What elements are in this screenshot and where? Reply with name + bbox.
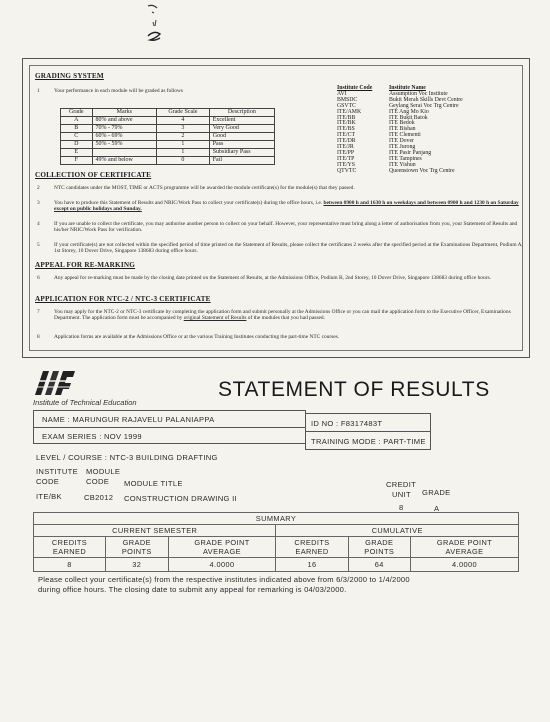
collection-notice-line-1: Please collect your certificate(s) from the respective institutes indicated above from 6/3/2000 to 1/4/2000 [38, 575, 410, 584]
collection-paragraph-4: If you are unable to collect the certificate, you may authorise another person to collect on your behalf. However, your representative must bring along a letter of authorisation from you, your Statement of Results and his/her NRIC/Work Pass for verification. [54, 221, 518, 234]
collection-paragraph-5: If your certificate(s) are not collected within the specified period of time printed on the Statement of Results, please collect the certificates 2 weeks after the specified period at the Examinations Department, Podium A, 1st Storey, 10 Dover Drive, Singapore 138683 during office hours. [54, 242, 523, 255]
unit-col-header: UNIT [392, 490, 411, 499]
item-number-3: 3 [37, 200, 40, 206]
table-row [61, 125, 275, 133]
table-row [61, 117, 275, 125]
description-cell: Good [209, 133, 274, 141]
description-col-header: Description [209, 109, 274, 117]
module-title-col-header: MODULE TITLE [124, 479, 183, 488]
page-title: STATEMENT OF RESULTS [218, 378, 490, 401]
paragraph-3-text: You have to produce this Statement of Results and NRIC/Work Pass to collect your certificate(s) during the office hours, i.e. [54, 200, 323, 206]
institute-code: GSVTC [337, 102, 357, 109]
item-number-4: 4 [37, 221, 40, 227]
forms-availability-paragraph: Application forms are available at the Admissions Office or at the various Training Institutes conducting the part-time NTC courses. [54, 334, 340, 340]
remarking-title: APPEAL FOR RE-MARKING [35, 261, 136, 269]
institute-code: ITE/TP [337, 155, 355, 162]
cumulative-credits-header [276, 537, 348, 558]
paragraph-7-text: You may apply for the NTC-2 or NTC-3 certificate by completing the application form and submit personally at the Admissions Office or you can mail the application form to the Executive Officer, Examinations Department. The application form must be accompanied by [54, 309, 511, 322]
institute-col-header: INSTITUTE [36, 467, 78, 476]
collection-paragraph-3 [54, 200, 524, 213]
summary-title: SUMMARY [34, 513, 519, 525]
handwritten-mark [142, 4, 168, 48]
institute-name: ITE Pasir Panjang [389, 149, 432, 156]
credit-col-header: CREDIT [386, 480, 417, 489]
item-number-1: 1 [37, 88, 40, 94]
current-credits-value: 8 [34, 558, 106, 572]
credits-label: CREDITS [294, 538, 330, 547]
module-code-col-header: CODE [86, 477, 110, 486]
grade-point-label: GRADE POINT [436, 538, 493, 547]
grading-system-title: GRADING SYSTEM [35, 72, 104, 80]
grade-label: GRADE [122, 538, 151, 547]
institute-code-header: Institute Code [337, 85, 373, 91]
institute-name: ITE Tampines [389, 155, 422, 162]
marks-cell: 60% - 69% [92, 133, 157, 141]
information-panel-inner [29, 65, 523, 351]
current-gpa-value: 4.0000 [168, 558, 276, 572]
marks-cell: 49% and below [92, 157, 157, 165]
cumulative-gpa-header [410, 537, 518, 558]
grading-table [60, 108, 275, 165]
institute-code: ITE/YS [337, 161, 356, 168]
grade-cell: A [61, 117, 93, 125]
grade-cell: B [61, 125, 93, 133]
ite-logo [33, 367, 77, 397]
candidate-name: NAME : MARUNGUR RAJAVELU PALANIAPPA [42, 415, 215, 424]
item-number-8: 8 [37, 334, 40, 340]
institute-name: ITE Bishan [389, 126, 416, 133]
marks-cell [92, 149, 157, 157]
average-label: AVERAGE [445, 547, 484, 556]
institute-code: ITE/BK [337, 120, 356, 127]
scale-col-header: Grade Scale [157, 109, 210, 117]
institute-name: ITE Yishun [389, 161, 416, 168]
current-points-header [106, 537, 168, 558]
institute-code: ITE/AMK [337, 108, 362, 115]
office-hours-text: between 0900 h and 1630 h on weekdays and between 0900 h and 1230 h on Saturday except on public holidays and Sunday. [54, 200, 519, 213]
scale-cell: 3 [157, 125, 210, 133]
institute-code: BMSDC [337, 96, 358, 103]
marks-cell: 50% - 59% [92, 141, 157, 149]
current-semester-header: CURRENT SEMESTER [34, 525, 276, 537]
ntc-application-paragraph [54, 309, 524, 322]
training-mode: TRAINING MODE : PART-TIME [311, 437, 426, 446]
summary-table [33, 512, 519, 572]
institute-name: ITE Clementi [389, 132, 421, 139]
institute-code: ITE/BB [337, 114, 356, 121]
marks-cell: 70% - 79% [92, 125, 157, 133]
institute-name-header: Institute Name [389, 85, 426, 91]
cumulative-header: CUMULATIVE [276, 525, 519, 537]
grade-label: GRADE [365, 538, 394, 547]
institute-code: AVI [337, 90, 347, 97]
institute-code: ITE/BS [337, 126, 355, 133]
institute-code: ITE/DR [337, 138, 356, 145]
scale-cell: 2 [157, 133, 210, 141]
module-col-header: MODULE [86, 467, 121, 476]
remarking-paragraph: Any appeal for re-marking must be made by the closing date printed on the Statement of Results, at the Admissions Office, Podium B, 2nd Storey, 10 Dover Drive, Singapore 138683 during office hours. [54, 275, 491, 281]
description-cell: Very Good [209, 125, 274, 133]
module-institute: ITE/BK [36, 492, 62, 501]
grade-cell: C [61, 133, 93, 141]
grade-col-header: Grade [61, 109, 93, 117]
earned-label: EARNED [52, 547, 87, 556]
grade-cell: D [61, 141, 93, 149]
institute-name: ITE Dover [389, 138, 414, 145]
points-label: POINTS [121, 547, 152, 556]
module-credit: 8 [399, 503, 404, 512]
information-panel [22, 58, 530, 358]
institute-code: ITE/CT [337, 132, 356, 139]
item-number-7: 7 [37, 309, 40, 315]
description-cell: Fail [209, 157, 274, 165]
paragraph-7-end: of the modules that you had passed. [247, 315, 325, 322]
description-cell: Pass [209, 141, 274, 149]
description-cell: Subsidiary Pass [209, 149, 274, 157]
institute-code: ITE/PP [337, 149, 355, 156]
institute-name: ITE Ang Mo Kio [389, 108, 429, 115]
collection-paragraph-2: NTC candidates under the MOST, TIME or ACTS programme will be awarded the module certificate(s) for the module(s) that they passed. [54, 185, 355, 191]
current-points-value: 32 [106, 558, 168, 572]
marks-col-header: Marks [92, 109, 157, 117]
module-title: CONSTRUCTION DRAWING II [124, 494, 237, 503]
institute-name: ITE Jurong [389, 144, 416, 151]
current-gpa-header [168, 537, 276, 558]
item-number-6: 6 [37, 275, 40, 281]
institute-name: ITE Bedok [389, 120, 415, 127]
module-code: CB2012 [84, 493, 114, 502]
institute-name: ITE Bukit Batok [389, 114, 428, 121]
institute-code: QTVTC [337, 167, 357, 174]
institute-name: Bukit Merah Skills Devt Centre [389, 96, 463, 103]
collection-title: COLLECTION OF CERTIFICATE [35, 171, 152, 179]
id-number: ID NO : F8317483T [311, 419, 383, 428]
list-item [337, 169, 517, 175]
credits-label: CREDITS [51, 538, 88, 547]
table-row [61, 133, 275, 141]
table-row [61, 149, 275, 157]
description-cell: Excellent [209, 117, 274, 125]
collection-notice-line-2: during office hours. The closing date to submit any appeal for remarking is 04/03/2000. [38, 585, 347, 594]
item-number-5: 5 [37, 242, 40, 248]
grade-cell: E [61, 149, 93, 157]
scale-cell: 1 [157, 149, 210, 157]
scale-cell: 0 [157, 157, 210, 165]
table-row [61, 141, 275, 149]
points-label: POINTS [364, 547, 395, 556]
cumulative-points-value: 64 [348, 558, 410, 572]
ntc-application-title: APPLICATION FOR NTC-2 / NTC-3 CERTIFICATE [35, 295, 211, 303]
logo-caption: Institute of Technical Education [33, 398, 137, 407]
institute-code-col-header: CODE [36, 477, 60, 486]
average-label: AVERAGE [203, 547, 241, 556]
scale-cell: 1 [157, 141, 210, 149]
grade-col-header: GRADE [422, 488, 451, 497]
marks-cell: 80% and above [92, 117, 157, 125]
scale-cell: 4 [157, 117, 210, 125]
institute-code-list [337, 86, 517, 175]
cumulative-points-header [348, 537, 410, 558]
institute-name: Queenstown Voc Trg Centre [389, 167, 455, 174]
institute-name: Geylang Serai Voc Trg Centre [389, 102, 459, 109]
institute-code: ITE/JR [337, 144, 354, 151]
exam-series: EXAM SERIES : NOV 1999 [42, 432, 142, 441]
collection-notice [38, 575, 528, 595]
table-row [61, 157, 275, 165]
grade-cell: F [61, 157, 93, 165]
cumulative-gpa-value: 4.0000 [410, 558, 518, 572]
earned-label: EARNED [295, 547, 329, 556]
item-number-2: 2 [37, 185, 40, 191]
cumulative-credits-value: 16 [276, 558, 348, 572]
grading-intro: Your performance in each module will be graded as follows [54, 88, 183, 94]
module-grade: A [434, 504, 440, 513]
original-statement-text: original Statement of Results [183, 315, 247, 322]
grade-point-label: GRADE POINT [194, 538, 250, 547]
level-course: LEVEL / COURSE : NTC-3 BUILDING DRAFTING [36, 453, 218, 462]
current-credits-header [34, 537, 106, 558]
institute-name: Assumption Voc Institute [389, 90, 448, 97]
